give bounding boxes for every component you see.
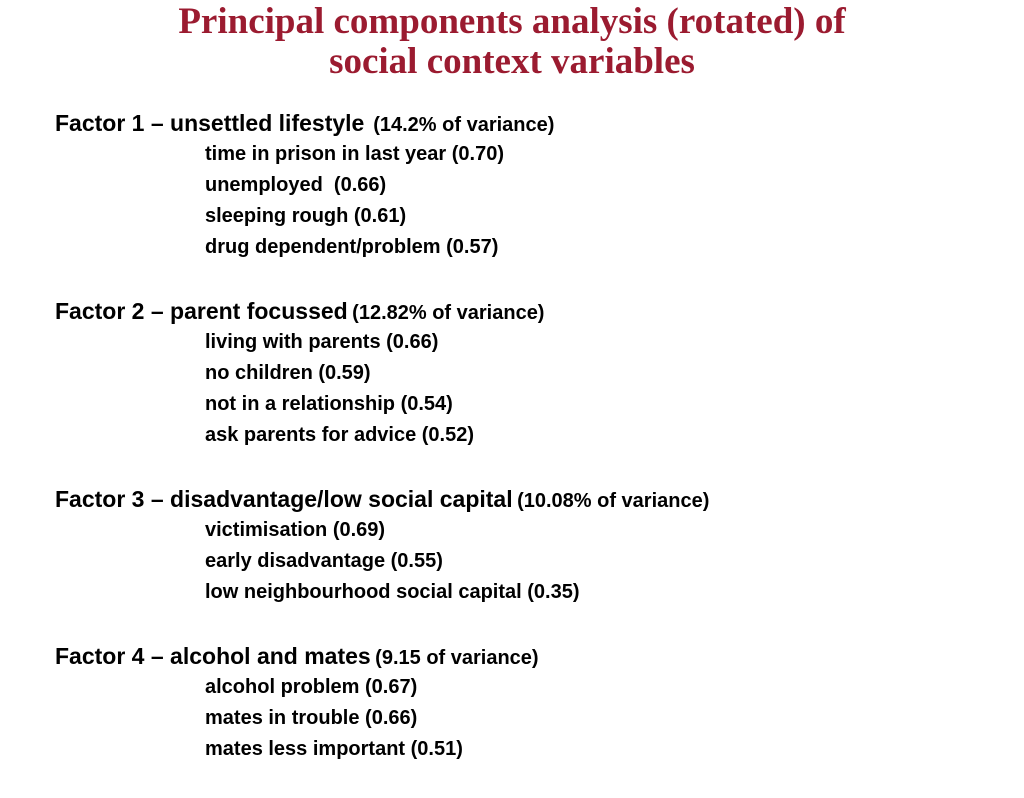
factor-item: time in prison in last year (0.70) bbox=[205, 143, 504, 165]
factor-item: not in a relationship (0.54) bbox=[205, 393, 453, 415]
factor-header bbox=[55, 641, 1015, 672]
factor-item: mates in trouble (0.66) bbox=[205, 707, 418, 729]
factor-item: no children (0.59) bbox=[205, 362, 371, 384]
title-line-1: Principal components analysis (rotated) of bbox=[178, 1, 846, 42]
factor-item: low neighbourhood social capital (0.35) bbox=[205, 581, 580, 603]
factor-header bbox=[55, 108, 1015, 139]
factor-item: victimisation (0.69) bbox=[205, 519, 386, 541]
factor-list bbox=[55, 108, 1015, 798]
factor-variance: (10.08% of variance) bbox=[517, 490, 710, 512]
factor-3 bbox=[55, 484, 1015, 608]
factor-item: living with parents (0.66) bbox=[205, 331, 439, 353]
factor-item: unemployed (0.66) bbox=[205, 174, 387, 196]
factor-variance: (9.15 of variance) bbox=[375, 647, 539, 669]
factor-variance: (14.2% of variance) bbox=[373, 114, 555, 136]
factor-header bbox=[55, 296, 1015, 327]
factor-name: Factor 1 – unsettled lifestyle bbox=[55, 110, 365, 136]
factor-item: mates less important (0.51) bbox=[205, 738, 463, 760]
factor-name: Factor 2 – parent focussed bbox=[55, 298, 348, 324]
factor-items bbox=[55, 515, 1015, 608]
factor-item: sleeping rough (0.61) bbox=[205, 205, 407, 227]
factor-name: Factor 4 – alcohol and mates bbox=[55, 643, 371, 669]
factor-1 bbox=[55, 108, 1015, 263]
factor-header bbox=[55, 484, 1015, 515]
factor-item: drug dependent/problem (0.57) bbox=[205, 236, 499, 258]
slide-title bbox=[0, 2, 1024, 82]
factor-item: early disadvantage (0.55) bbox=[205, 550, 443, 572]
factor-items bbox=[55, 672, 1015, 765]
factor-item: alcohol problem (0.67) bbox=[205, 676, 418, 698]
factor-items bbox=[55, 327, 1015, 451]
title-line-2: social context variables bbox=[329, 41, 695, 82]
factor-item: ask parents for advice (0.52) bbox=[205, 424, 475, 446]
factor-4 bbox=[55, 641, 1015, 765]
factor-2 bbox=[55, 296, 1015, 451]
factor-variance: (12.82% of variance) bbox=[352, 302, 545, 324]
factor-name: Factor 3 – disadvantage/low social capital bbox=[55, 486, 513, 512]
factor-items bbox=[55, 139, 1015, 263]
